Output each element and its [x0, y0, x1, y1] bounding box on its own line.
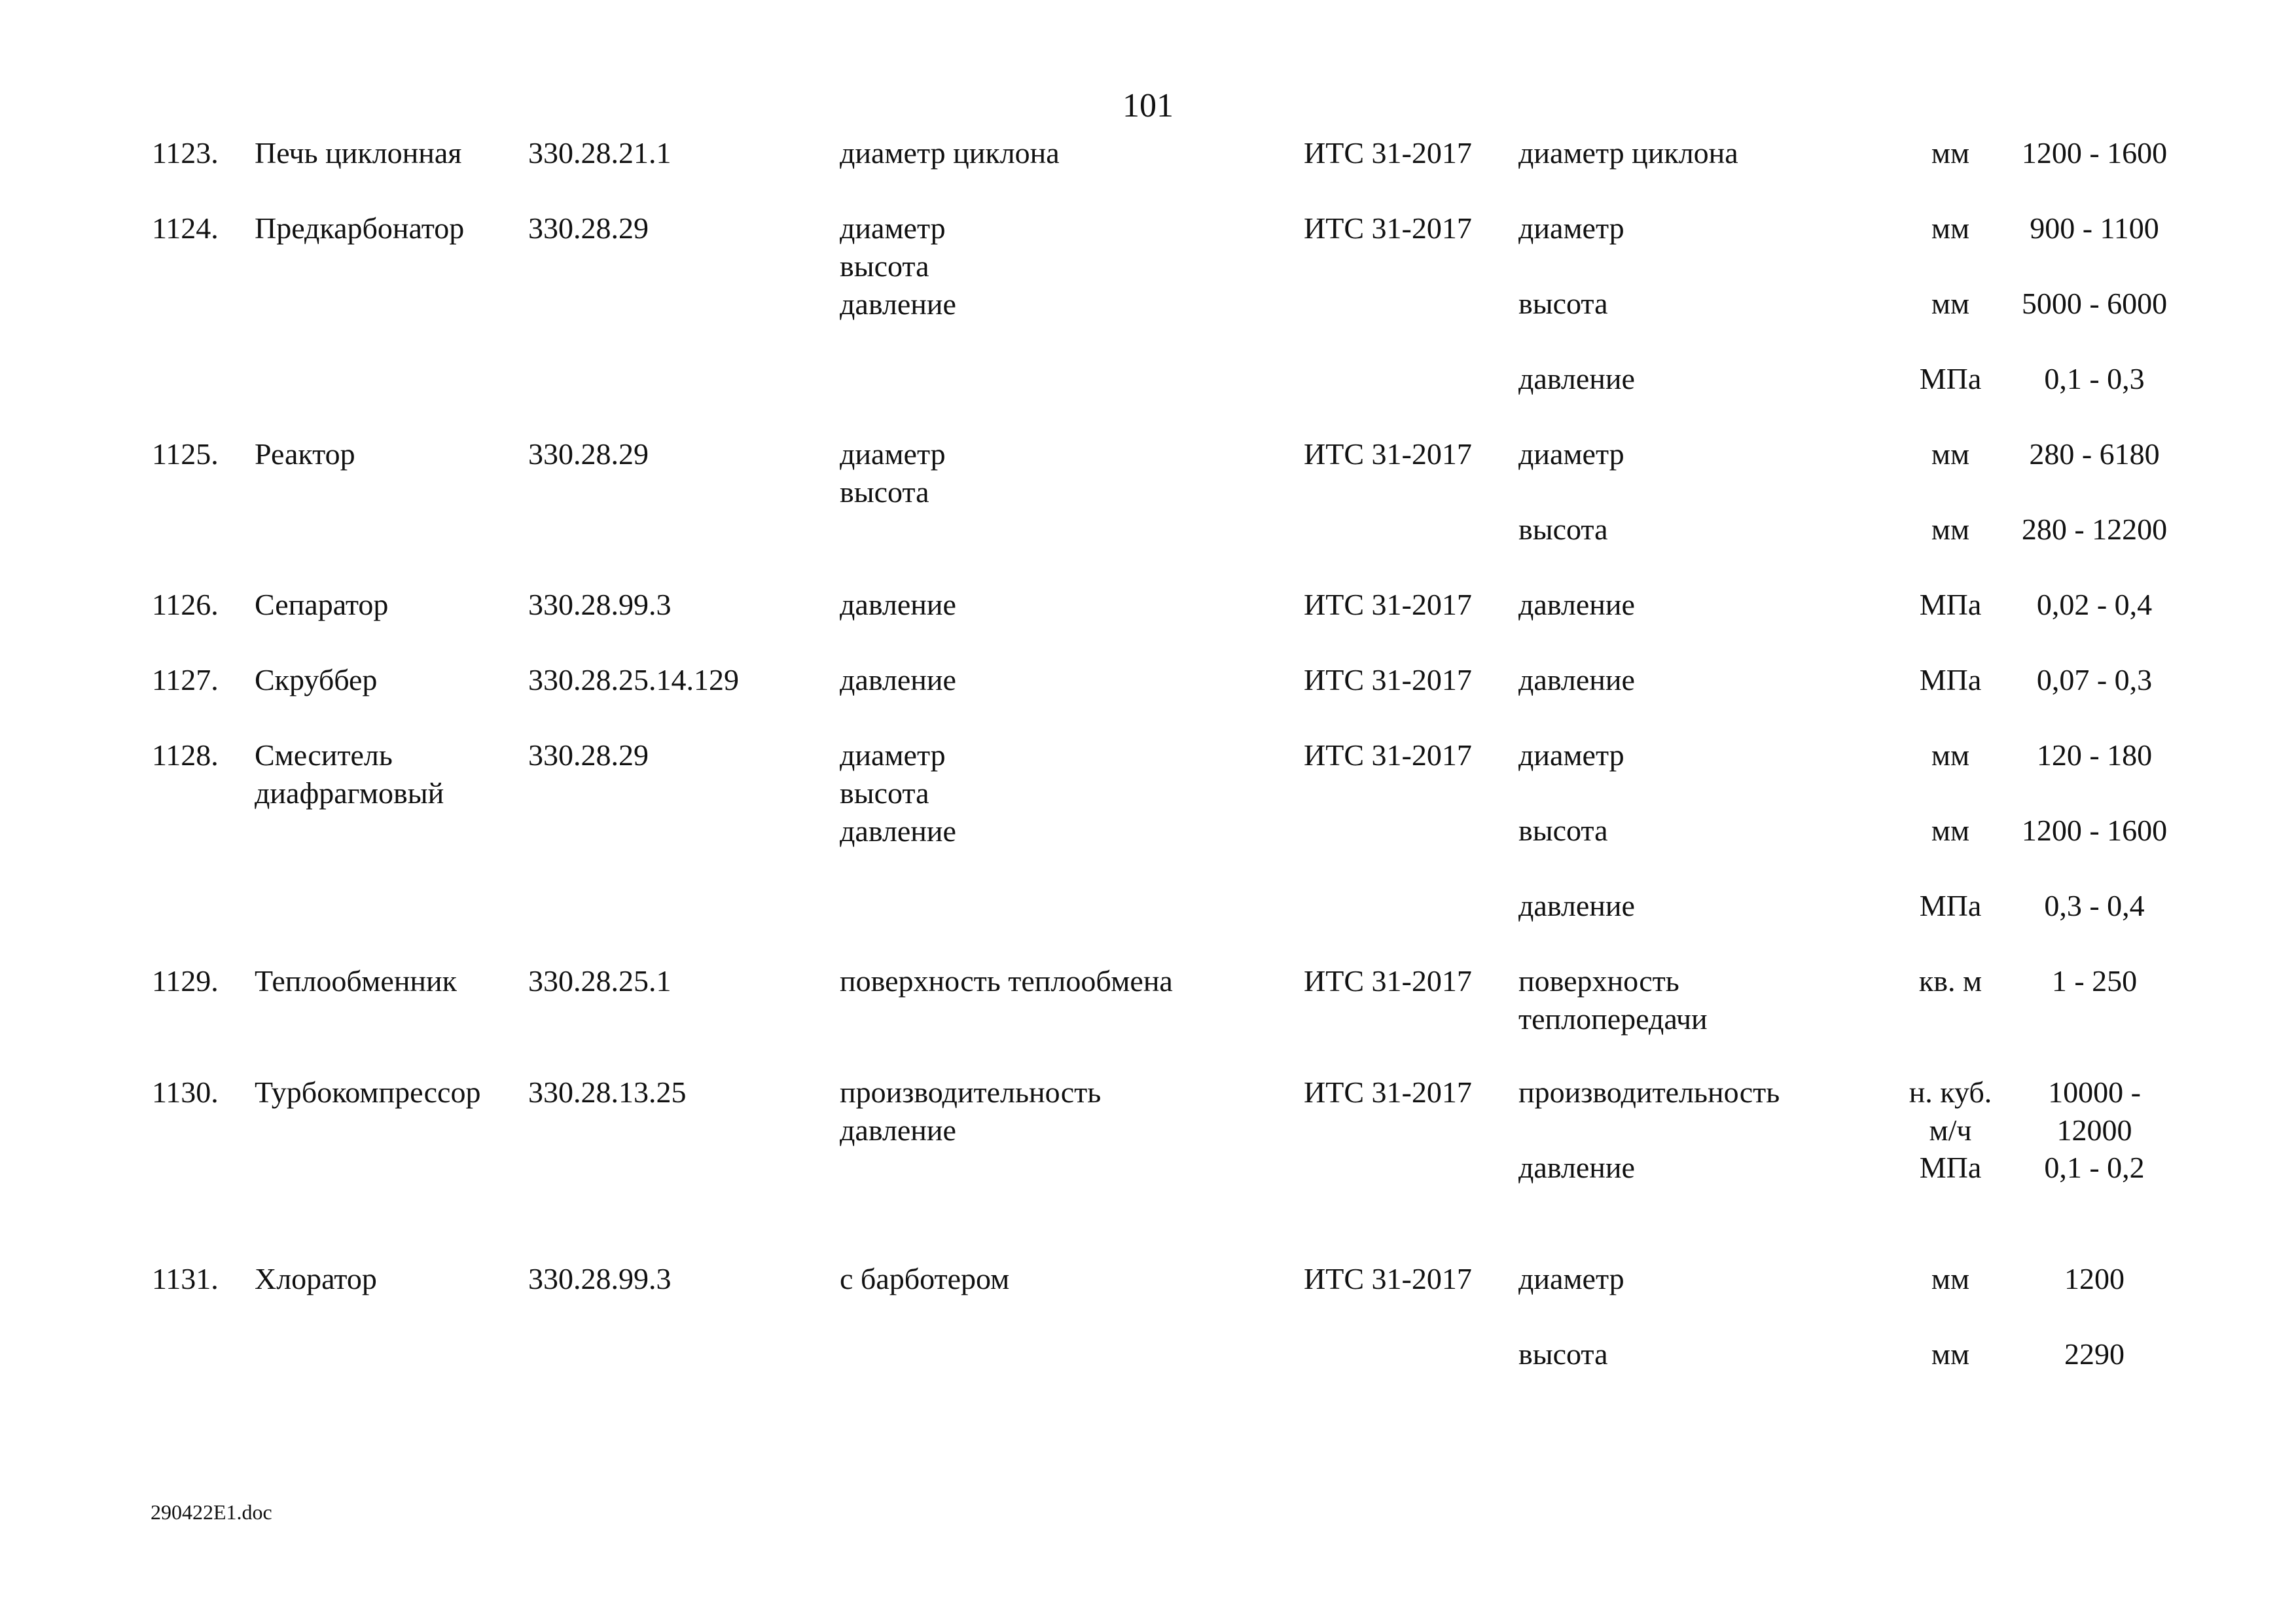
parameter-name: [1518, 1149, 1635, 1187]
characteristics-line: высота: [840, 475, 929, 509]
row-number: 1127.: [152, 663, 219, 696]
parameter-range: [1990, 661, 2199, 699]
parameter-range: [1990, 285, 2199, 323]
equipment-name-line: Смеситель: [255, 738, 393, 772]
parameter-unit-line: кв. м: [1918, 964, 1982, 998]
row-number: 1126.: [152, 588, 219, 621]
parameter-name: [1518, 736, 1624, 774]
characteristics-line: давление: [840, 1113, 956, 1147]
equipment-name-line: Теплообменник: [255, 964, 457, 998]
parameter-line: [0, 736, 2296, 812]
parameter-line: [0, 360, 2296, 436]
parameter-line: [0, 962, 2296, 1038]
parameter-line: [0, 812, 2296, 888]
parameter-name: [1518, 511, 1608, 549]
okpd-code: 330.28.99.3: [528, 588, 672, 621]
parameter-name-line: диаметр: [1518, 211, 1624, 245]
parameter-unit-line: МПа: [1919, 1151, 1982, 1184]
parameter-name-line: высота: [1518, 513, 1608, 546]
row-number: 1124.: [152, 211, 219, 245]
parameter-unit-line: мм: [1931, 136, 1970, 170]
okpd-code: 330.28.99.3: [528, 1262, 672, 1295]
okpd-code: 330.28.29: [528, 738, 649, 772]
reference-standard: ИТС 31-2017: [1304, 211, 1472, 245]
parameter-range-line: 1200 - 1600: [2021, 814, 2168, 847]
parameter-unit-line: МПа: [1919, 663, 1982, 696]
parameter-range-line: 0,1 - 0,3: [2044, 362, 2145, 395]
parameter-range-line: 2290: [2064, 1337, 2125, 1371]
parameter-range-line: 120 - 180: [2036, 738, 2153, 772]
parameter-name-line: высота: [1518, 814, 1608, 847]
parameter-range-line: 1200 - 1600: [2021, 136, 2168, 170]
parameter-range-line: 280 - 6180: [2029, 437, 2160, 471]
okpd-code: 330.28.29: [528, 211, 649, 245]
footer-filename: 290422E1.doc: [151, 1500, 272, 1524]
parameter-name-line: давление: [1518, 889, 1635, 922]
parameter-name: [1518, 887, 1635, 925]
parameter-line: [0, 511, 2296, 586]
parameter-range-line: 0,07 - 0,3: [2036, 663, 2153, 696]
parameter-name: [1518, 1074, 1780, 1111]
row-number: 1125.: [152, 437, 219, 471]
row-number: 1129.: [152, 964, 219, 998]
parameter-range-line: 0,1 - 0,2: [2044, 1151, 2145, 1184]
characteristics-line: давление: [840, 588, 956, 621]
okpd-code: 330.28.25.1: [528, 964, 672, 998]
parameter-name-line: теплопередачи: [1518, 1002, 1708, 1036]
characteristics-line: давление: [840, 287, 956, 321]
equipment-name-line: Реактор: [255, 437, 355, 471]
parameter-line: [0, 1074, 2296, 1149]
parameter-name: [1518, 812, 1608, 850]
parameter-line: [0, 1260, 2296, 1336]
parameter-range: [1990, 134, 2199, 172]
characteristics-line: диаметр циклона: [840, 136, 1060, 170]
characteristics-line: давление: [840, 663, 956, 696]
equipment-name-line: Скруббер: [255, 663, 378, 696]
parameter-range: [1990, 962, 2199, 1000]
parameter-range: [1990, 360, 2199, 398]
parameter-range: [1990, 586, 2199, 624]
parameter-name-line: высота: [1518, 287, 1608, 320]
parameter-unit-line: мм: [1931, 437, 1970, 471]
parameter-unit-line: м/ч: [1929, 1113, 1972, 1147]
characteristics-line: поверхность теплообмена: [840, 964, 1173, 998]
parameter-range-line: 10000 -: [2048, 1075, 2141, 1109]
parameter-name-line: давление: [1518, 588, 1635, 621]
parameter-range: [1990, 1335, 2199, 1373]
parameter-name: [1518, 661, 1635, 699]
characteristics-line: диаметр: [840, 738, 946, 772]
parameter-line: [0, 586, 2296, 662]
parameter-range: [1990, 209, 2199, 247]
parameter-range: [1990, 1149, 2199, 1187]
reference-standard: ИТС 31-2017: [1304, 437, 1472, 471]
parameter-name-line: диаметр: [1518, 738, 1624, 772]
reference-standard: ИТС 31-2017: [1304, 136, 1472, 170]
parameter-name-line: производительность: [1518, 1075, 1780, 1109]
parameter-name-line: диаметр: [1518, 437, 1624, 471]
parameter-name: [1518, 962, 1708, 1038]
parameter-name: [1518, 285, 1608, 323]
okpd-code: 330.28.21.1: [528, 136, 672, 170]
parameter-name: [1518, 134, 1738, 172]
parameter-name: [1518, 1335, 1608, 1373]
parameter-line: [0, 1335, 2296, 1411]
parameter-range-line: 1200: [2064, 1262, 2125, 1295]
parameter-unit-line: мм: [1931, 1262, 1970, 1295]
okpd-code: 330.28.25.14.129: [528, 663, 739, 696]
parameter-name-line: высота: [1518, 1337, 1608, 1371]
parameter-range-line: 1 - 250: [2051, 964, 2138, 998]
parameter-range: [1990, 812, 2199, 850]
equipment-name-line: диафрагмовый: [255, 776, 444, 810]
parameter-range: [1990, 1260, 2199, 1298]
parameter-unit-line: мм: [1931, 211, 1970, 245]
parameter-name-line: давление: [1518, 362, 1635, 395]
parameter-line: [0, 134, 2296, 210]
parameter-unit-line: МПа: [1919, 362, 1982, 395]
characteristics-line: с барботером: [840, 1262, 1010, 1295]
parameter-unit-line: мм: [1931, 814, 1970, 847]
reference-standard: ИТС 31-2017: [1304, 738, 1472, 772]
parameter-line: [0, 209, 2296, 285]
parameter-range: [1990, 435, 2199, 473]
parameter-name: [1518, 1260, 1624, 1298]
reference-standard: ИТС 31-2017: [1304, 588, 1472, 621]
parameter-range-line: 0,3 - 0,4: [2044, 889, 2145, 922]
parameter-name: [1518, 209, 1624, 247]
parameter-name-line: давление: [1518, 1151, 1635, 1184]
characteristics-line: диаметр: [840, 437, 946, 471]
parameter-range-line: 900 - 1100: [2030, 211, 2159, 245]
parameter-range-line: 280 - 12200: [2021, 513, 2168, 546]
parameter-name-line: диаметр циклона: [1518, 136, 1738, 170]
parameter-range-line: 12000: [2056, 1113, 2132, 1147]
parameter-unit-line: мм: [1931, 1337, 1970, 1371]
reference-standard: ИТС 31-2017: [1304, 1075, 1472, 1109]
parameter-range: [1990, 887, 2199, 925]
equipment-name-line: Турбокомпрессор: [255, 1075, 481, 1109]
okpd-code: 330.28.13.25: [528, 1075, 687, 1109]
equipment-name-line: Сепаратор: [255, 588, 389, 621]
characteristics-line: диаметр: [840, 211, 946, 245]
okpd-code: 330.28.29: [528, 437, 649, 471]
equipment-name-line: Хлоратор: [255, 1262, 377, 1295]
parameter-unit-line: МПа: [1919, 588, 1982, 621]
parameter-unit-line: н. куб.: [1909, 1075, 1992, 1109]
parameter-line: [0, 661, 2296, 737]
characteristics-line: давление: [840, 814, 956, 848]
parameter-unit-line: мм: [1931, 738, 1970, 772]
reference-standard: ИТС 31-2017: [1304, 663, 1472, 696]
row-number: 1123.: [152, 136, 219, 170]
page-number: 101: [1122, 87, 1174, 124]
row-number: 1131.: [152, 1262, 219, 1295]
parameter-unit-line: мм: [1931, 513, 1970, 546]
reference-standard: ИТС 31-2017: [1304, 1262, 1472, 1295]
characteristics-line: производительность: [840, 1075, 1102, 1109]
parameter-range: [1990, 511, 2199, 549]
parameter-name-line: поверхность: [1518, 964, 1679, 998]
reference-standard: ИТС 31-2017: [1304, 964, 1472, 998]
row-number: 1130.: [152, 1075, 219, 1109]
parameter-line: [0, 435, 2296, 511]
parameter-name: [1518, 586, 1635, 624]
characteristics-line: высота: [840, 776, 929, 810]
parameter-unit-line: мм: [1931, 287, 1970, 320]
parameter-range-line: 5000 - 6000: [2021, 287, 2168, 320]
characteristics-line: высота: [840, 249, 929, 283]
parameter-range-line: 0,02 - 0,4: [2036, 588, 2153, 621]
parameter-line: [0, 887, 2296, 963]
parameter-name: [1518, 435, 1624, 473]
parameter-range: [1990, 736, 2199, 774]
parameter-line: [0, 1149, 2296, 1225]
equipment-name-line: Печь циклонная: [255, 136, 462, 170]
parameter-name: [1518, 360, 1635, 398]
row-number: 1128.: [152, 738, 219, 772]
parameter-unit-line: МПа: [1919, 889, 1982, 922]
parameter-name-line: диаметр: [1518, 1262, 1624, 1295]
parameter-range: [1990, 1074, 2199, 1149]
parameter-name-line: давление: [1518, 663, 1635, 696]
equipment-name-line: Предкарбонатор: [255, 211, 465, 245]
parameter-line: [0, 285, 2296, 361]
